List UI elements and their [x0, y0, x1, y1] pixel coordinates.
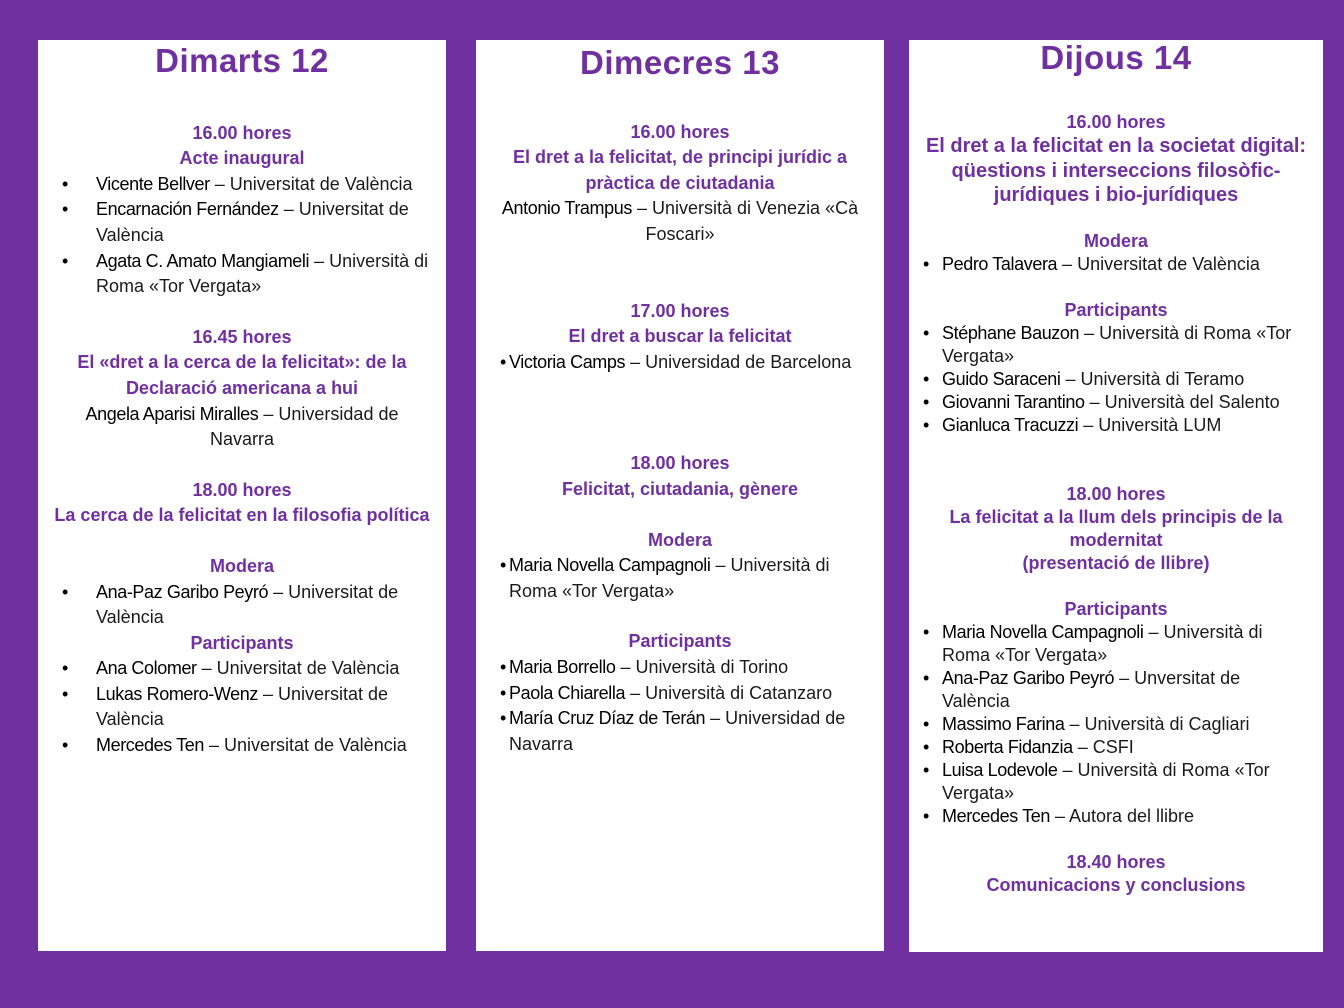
session-time: 16.00 hores	[1066, 112, 1166, 132]
session-title: Felicitat, ciutadania, gènere	[561, 478, 799, 499]
session-time: 16.00 hores	[192, 122, 292, 143]
list-item: • Ana-Paz Garibo Peyró – Unversitat de València	[923, 667, 1309, 713]
speaker-list	[490, 350, 870, 376]
list-item: • Luisa Lodevole – Università di Roma «Tor Vergata»	[923, 759, 1309, 805]
participants-label: Participants	[1064, 598, 1168, 619]
participant-list	[52, 656, 432, 758]
session-time: 18.00 hores	[192, 479, 292, 500]
day-title: Dijous 14	[1040, 40, 1192, 76]
participants-label: Participants	[190, 632, 294, 653]
session-time: 16.00 hores	[630, 121, 730, 142]
column-thursday	[909, 40, 1323, 952]
session-title: El dret a la felicitat, de principi jurídic a pràctica de ciutadania	[512, 147, 848, 193]
list-item: • Pedro Talavera – Universitat de València	[923, 253, 1309, 276]
list-item: • María Cruz Díaz de Terán – Universidad de Navarra	[490, 706, 870, 757]
list-item: • Paola Chiarella – Università di Catanzaro	[490, 681, 870, 707]
session-time: 18.00 hores	[630, 453, 730, 474]
moderator-list	[52, 580, 432, 631]
session-time: 16.45 hores	[192, 326, 292, 347]
day-title: Dimarts 12	[155, 42, 329, 79]
speaker-list	[52, 172, 432, 300]
session-subtitle: (presentació de llibre)	[1022, 552, 1210, 573]
list-item: • Ana Colomer – Universitat de València	[52, 656, 432, 682]
list-item: • Ana-Paz Garibo Peyró – Universitat de València	[52, 580, 432, 631]
list-item: • Agata C. Amato Mangiameli – Università di Roma «Tor Vergata»	[52, 249, 432, 300]
list-item: • Gianluca Tracuzzi – Università LUM	[923, 414, 1309, 437]
list-item: • Maria Novella Campagnoli – Università di Roma «Tor Vergata»	[923, 621, 1309, 667]
list-item: • Maria Novella Campagnoli – Università di Roma «Tor Vergata»	[490, 553, 870, 604]
session-title: El «dret a la cerca de la felicitat»: de la Declaració americana a hui	[77, 352, 407, 398]
column-tuesday	[38, 40, 446, 951]
session-title: Acte inaugural	[179, 148, 305, 169]
day-title: Dimecres 13	[580, 44, 780, 81]
speaker: Angela Aparisi Miralles – Universidad de Navarra	[85, 403, 399, 450]
list-item: • Mercedes Ten – Universitat de València	[52, 733, 432, 759]
session-title: La cerca de la felicitat en la filosofia política	[54, 505, 430, 526]
session-time: 17.00 hores	[630, 300, 730, 321]
participants-label: Participants	[628, 631, 732, 652]
session-title: Comunicacions y conclusions	[986, 874, 1246, 895]
list-item: • Vicente Bellver – Universitat de València	[52, 172, 432, 198]
moderator-label: Modera	[647, 529, 712, 550]
list-item: • Roberta Fidanzia – CSFI	[923, 736, 1309, 759]
moderator-label: Modera	[1083, 230, 1148, 251]
list-item: • Mercedes Ten – Autora del llibre	[923, 805, 1309, 828]
session-title: El dret a buscar la felicitat	[568, 326, 792, 347]
session-time: 18.00 hores	[1066, 483, 1166, 504]
list-item: • Massimo Farina – Università di Cagliari	[923, 713, 1309, 736]
list-item: • Lukas Romero-Wenz – Universitat de València	[52, 682, 432, 733]
moderator-list	[923, 253, 1309, 276]
moderator-list	[490, 553, 870, 604]
list-item: • Victoria Camps – Universidad de Barcelona	[490, 350, 870, 376]
session-title: El dret a la felicitat en la societat digital: qüestions i interseccions filosòfic-jurídiques i bio-jurídiques	[925, 135, 1307, 206]
moderator-label: Modera	[209, 555, 274, 576]
column-wednesday	[476, 40, 884, 951]
session-time: 18.40 hores	[1066, 851, 1166, 872]
list-item: • Maria Borrello – Università di Torino	[490, 655, 870, 681]
participant-list	[490, 655, 870, 757]
participant-list	[923, 621, 1309, 828]
list-item: • Guido Saraceni – Università di Teramo	[923, 368, 1309, 391]
participants-label: Participants	[1064, 299, 1168, 320]
participant-list	[923, 322, 1309, 437]
list-item: • Giovanni Tarantino – Università del Salento	[923, 391, 1309, 414]
list-item: • Stéphane Bauzon – Università di Roma «Tor Vergata»	[923, 322, 1309, 368]
speaker: Antonio Trampus – Università di Venezia «Cà Foscari»	[501, 198, 859, 244]
session-title: La felicitat a la llum dels principis de la modernitat	[949, 506, 1283, 550]
list-item: • Encarnación Fernández – Universitat de València	[52, 197, 432, 248]
